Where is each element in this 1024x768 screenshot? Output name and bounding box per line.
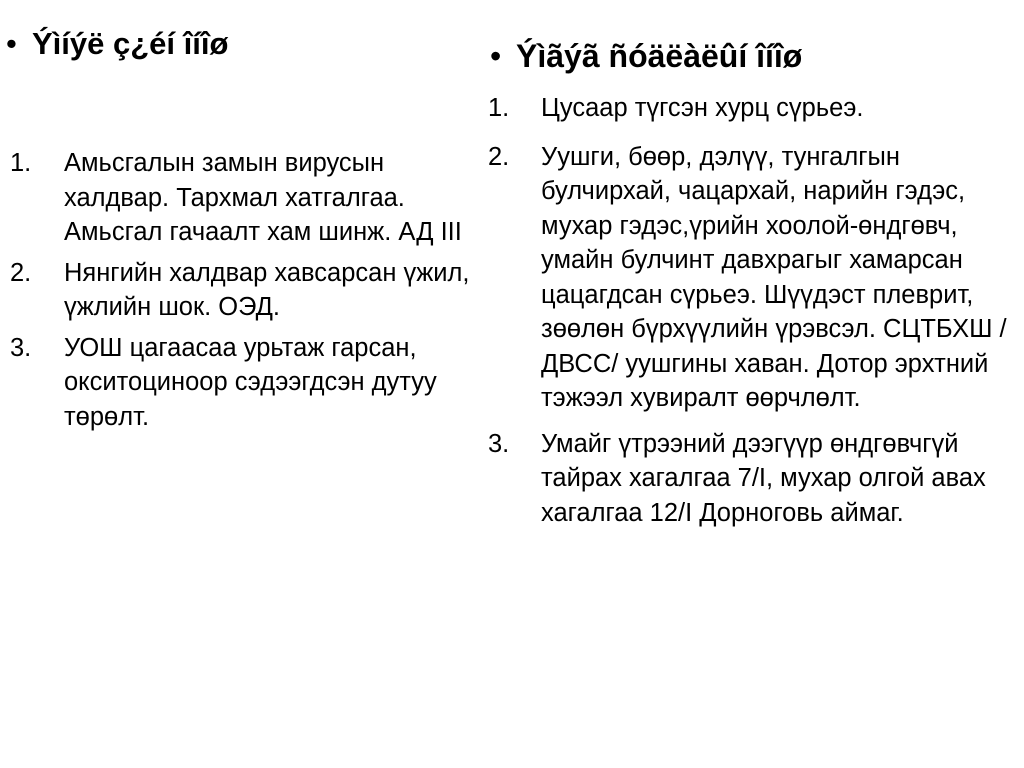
right-heading: Ýìãýã ñóäëàëûí îíîø [516,38,803,74]
bullet-icon: • [6,26,17,61]
item-number: 1. [488,94,510,122]
item-text: Нянгийн халдвар хавсарсан үжил, үжлийн шок. ОЭД. [64,258,470,321]
list-item [0,331,478,435]
list-item [0,256,478,325]
bullet-icon: • [490,38,502,74]
left-numbered-list [0,146,478,440]
list-item [484,91,1009,126]
item-text: Цусаар түгсэн хурц сүрьеэ. [541,94,864,122]
list-item [0,146,478,250]
item-text: Умайг үтрээний дээгүүр өндгөвчгүй тайрах хагалгаа 7/I, мухар олгой авах хагалгаа 12/I Дорноговь аймаг. [541,429,986,527]
item-number: 3. [10,333,32,362]
item-text: Амьсгалын замын вирусын халдвар. Тархмал хатгалгаа. Амьсгал гачаалт хам шинж. АД III [64,149,462,246]
item-number: 1. [10,149,32,177]
item-text: УОШ цагаасаа урьтаж гарсан, окситоциноор сэдээгдсэн дутуу төрөлт. [64,333,437,431]
list-item [484,427,1009,531]
list-item [484,140,1009,416]
left-heading: Ýìíýë ç¿éí îíîø [32,26,229,61]
item-text: Уушги, бөөр, дэлүү, тунгалгын булчирхай, чацархай, нарийн гэдэс, мухар гэдэс,үрийн хоолой-өндгөвч, умайн булчинт давхрагыг хамарсан цацагдсан сүрьеэ. Шүүдэст плеврит, зөөлөн бүрхүүлийн үрэвсэл. СЦТБХШ /ДВСС/ уушгины хаван. Дотор эрхтний тэжээл хувиралт өөрчлөлт. [541,142,1007,412]
right-heading-row [484,38,802,75]
item-number: 2. [488,142,510,171]
left-heading-row [0,26,228,62]
right-numbered-list [484,91,1009,536]
item-number: 2. [10,258,32,287]
item-number: 3. [488,429,510,458]
